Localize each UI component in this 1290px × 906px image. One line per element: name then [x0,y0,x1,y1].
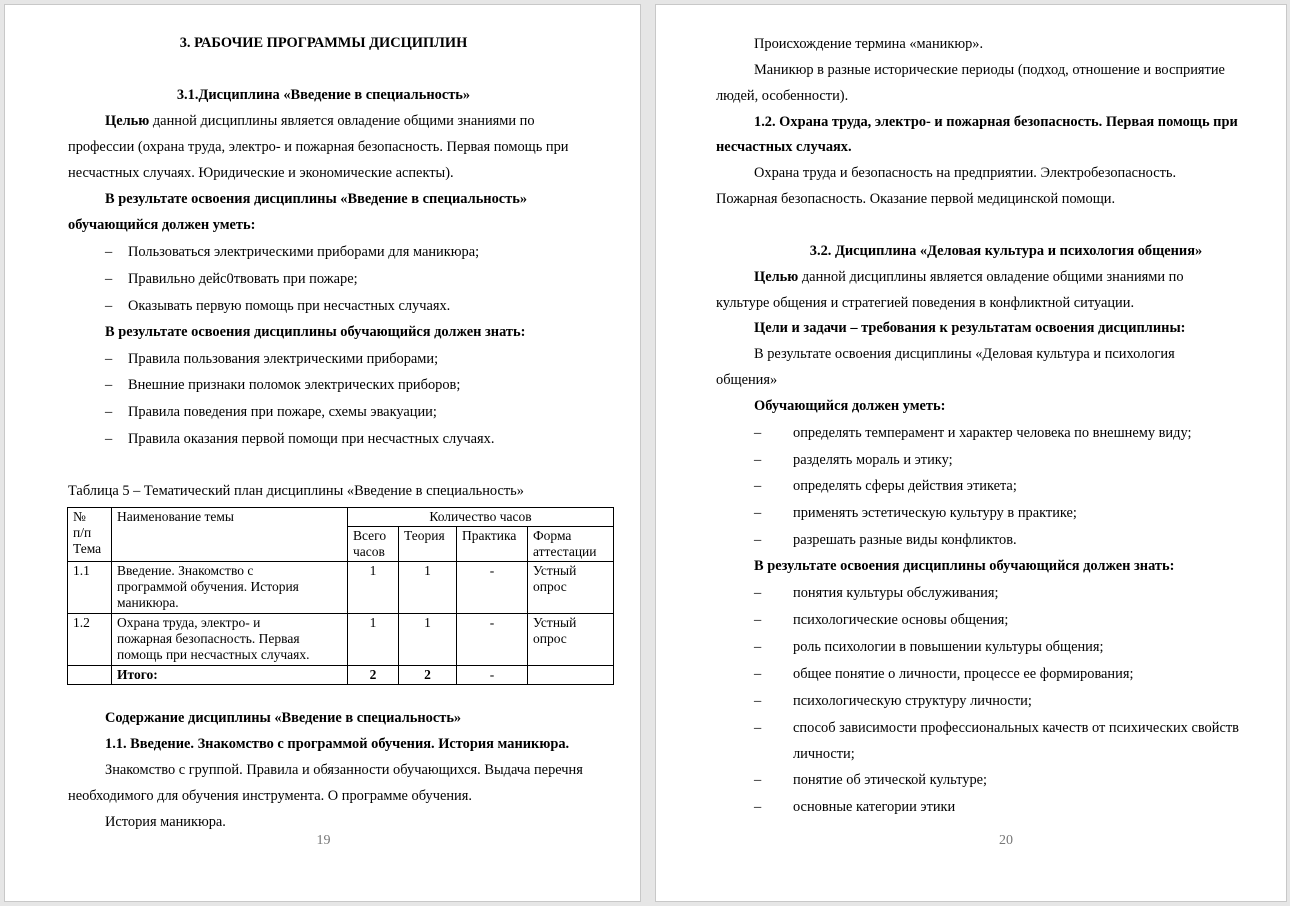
list-dash: – [105,377,113,393]
list-item: психологическую структуру личности; [793,693,1032,709]
able2-heading: Обучающийся должен уметь: [754,398,946,414]
topic2-text-1: Охрана труда и безопасность на предприятии. Электробезопасность. [754,165,1177,181]
list-item: Оказывать первую помощь при несчастных случаях. [128,298,451,314]
list-dash: – [754,720,762,736]
list-item-continuation: личности; [793,746,855,762]
header-form-line: аттестации [533,544,597,559]
list-dash: – [754,452,762,468]
row-form-line: опрос [533,579,567,594]
header-form [528,527,614,562]
list-item: применять эстетическую культуру в практике; [793,505,1077,521]
row-practice: - [457,614,528,666]
topic2-text-2: Пожарная безопасность. Оказание первой медицинской помощи. [716,191,1116,207]
header-theory: Теория [399,527,457,562]
list-dash: – [754,772,762,788]
header-total [348,527,399,562]
thematic-plan-table [67,507,614,685]
row-form [528,562,614,614]
able-heading-line-2: обучающийся должен уметь: [68,217,256,233]
row-topic-line: программой обучения. История [117,579,299,594]
row-practice: - [457,562,528,614]
header-form-line: Форма [533,528,572,543]
list-item: определять темперамент и характер человека по внешнему виду; [793,425,1192,441]
list-dash: – [105,351,113,367]
list-dash: – [105,431,113,447]
list-item: роль психологии в повышении культуры общения; [793,639,1104,655]
row-num: 1.1 [68,562,112,614]
subsection2-title: 3.2. Дисциплина «Деловая культура и психология общения» [809,243,1203,259]
row-topic-line: маникюра. [117,595,179,610]
total-practice: - [457,666,528,685]
topic-heading: 1.1. Введение. Знакомство с программой обучения. История маникюра. [105,736,570,752]
topic-text-line-1: Знакомство с группой. Правила и обязанности обучающихся. Выдача перечня [105,762,583,778]
header-total-line: Всего [353,528,387,543]
document-page-20 [655,4,1287,902]
list-dash: – [754,505,762,521]
total-total: 2 [348,666,399,685]
content-heading: Содержание дисциплины «Введение в специальность» [105,710,462,726]
list-item: общее понятие о личности, процессе ее формирования; [793,666,1134,682]
list-item: Правила оказания первой помощи при несчастных случаях. [128,431,495,447]
list-dash: – [754,425,762,441]
row-form-line: Устный [533,615,577,630]
topic-text-line-2: необходимого для обучения инструмента. О программе обучения. [68,788,472,804]
row-form-line: Устный [533,563,577,578]
row-topic-name [112,562,348,614]
total-theory: 2 [399,666,457,685]
header-num-line: № [73,509,86,524]
list-dash: – [105,404,113,420]
list-dash: – [754,478,762,494]
periods-line-2: людей, особенности). [716,88,849,104]
header-num [68,508,112,562]
list-dash: – [754,585,762,601]
row-total: 1 [348,562,399,614]
goal-paragraph [105,112,535,130]
list-item: способ зависимости профессиональных качеств от психических свойств [793,720,1239,736]
list-dash: – [105,244,113,260]
list-item: Правила пользования электрическими приборами; [128,351,439,367]
table-total-row [68,666,614,685]
list-item: Внешние признаки поломок электрических приборов; [128,377,461,393]
goal2-paragraph [754,268,1184,286]
goal-bold: Целью [105,113,150,129]
header-topic-name: Наименование темы [112,508,348,562]
list-item: психологические основы общения; [793,612,1009,628]
table-caption: Таблица 5 – Тематический план дисциплины «Введение в специальность» [68,483,524,499]
list-item: Правильно дейс0твовать при пожаре; [128,271,358,287]
list-item: понятия культуры обслуживания; [793,585,999,601]
total-num-empty [68,666,112,685]
goal-line-3: несчастных случаях. Юридические и экономические аспекты). [68,165,454,181]
topic2-heading-2: несчастных случаях. [716,139,852,155]
list-item: Правила поведения при пожаре, схемы эвакуации; [128,404,437,420]
able-heading-line-1: В результате освоения дисциплины «Введение в специальность» [105,191,528,207]
table-header-row [68,508,614,527]
goal2-line-2: культуре общения и стратегией поведения в конфликтной ситуации. [716,295,1135,311]
table-row [68,562,614,614]
periods-line-1: Маникюр в разные исторические периоды (подход, отношение и восприятие [754,62,1225,78]
goal-line-2: профессии (охрана труда, электро- и пожарная безопасность. Первая помощь при [68,139,569,155]
header-num-line: п/п [73,525,92,540]
page-number: 19 [316,833,331,848]
row-theory: 1 [399,562,457,614]
row-total: 1 [348,614,399,666]
result-line-2: общения» [716,372,778,388]
list-dash: – [754,532,762,548]
list-dash: – [754,799,762,815]
list-item: Пользоваться электрическими приборами для маникюра; [128,244,480,260]
list-item: разделять мораль и этику; [793,452,953,468]
list-dash: – [754,666,762,682]
list-dash: – [105,298,113,314]
tasks-heading: Цели и задачи – требования к результатам освоения дисциплины: [754,320,1186,336]
row-theory: 1 [399,614,457,666]
result-line-1: В результате освоения дисциплины «Деловая культура и психология [754,346,1175,362]
list-item: разрешать разные виды конфликтов. [793,532,1017,548]
goal2-rest: данной дисциплины является овладение общими знаниями по [798,269,1184,285]
row-topic-line: Введение. Знакомство с [117,563,254,578]
row-topic-name [112,614,348,666]
header-practice: Практика [457,527,528,562]
row-topic-line: пожарная безопасность. Первая [117,631,300,646]
document-page-19 [4,4,641,902]
row-form [528,614,614,666]
list-dash: – [754,612,762,628]
origin-line: Происхождение термина «маникюр». [754,36,984,52]
list-item: определять сферы действия этикета; [793,478,1017,494]
section-title: 3. РАБОЧИЕ ПРОГРАММЫ ДИСЦИПЛИН [179,35,468,51]
goal2-bold: Целью [754,269,799,285]
row-num: 1.2 [68,614,112,666]
header-hours: Количество часов [348,508,614,527]
list-dash: – [754,693,762,709]
total-label: Итого: [112,666,348,685]
know-heading: В результате освоения дисциплины обучающийся должен знать: [105,324,526,340]
header-num-line: Тема [73,541,102,556]
total-form-empty [528,666,614,685]
know2-heading: В результате освоения дисциплины обучающийся должен знать: [754,558,1175,574]
header-total-line: часов [353,544,385,559]
row-form-line: опрос [533,631,567,646]
table-row [68,614,614,666]
row-topic-line: Охрана труда, электро- и [117,615,261,630]
page-number: 20 [999,833,1013,848]
row-topic-line: помощь при несчастных случаях. [117,647,310,662]
list-dash: – [754,639,762,655]
subsection-title: 3.1.Дисциплина «Введение в специальность» [176,87,471,103]
list-item: основные категории этики [793,799,956,815]
list-item: понятие об этической культуре; [793,772,988,788]
goal-rest: данной дисциплины является овладение общими знаниями по [149,113,535,129]
topic2-heading-1: 1.2. Охрана труда, электро- и пожарная безопасность. Первая помощь при [754,114,1238,130]
history-line: История маникюра. [105,814,226,830]
list-dash: – [105,271,113,287]
